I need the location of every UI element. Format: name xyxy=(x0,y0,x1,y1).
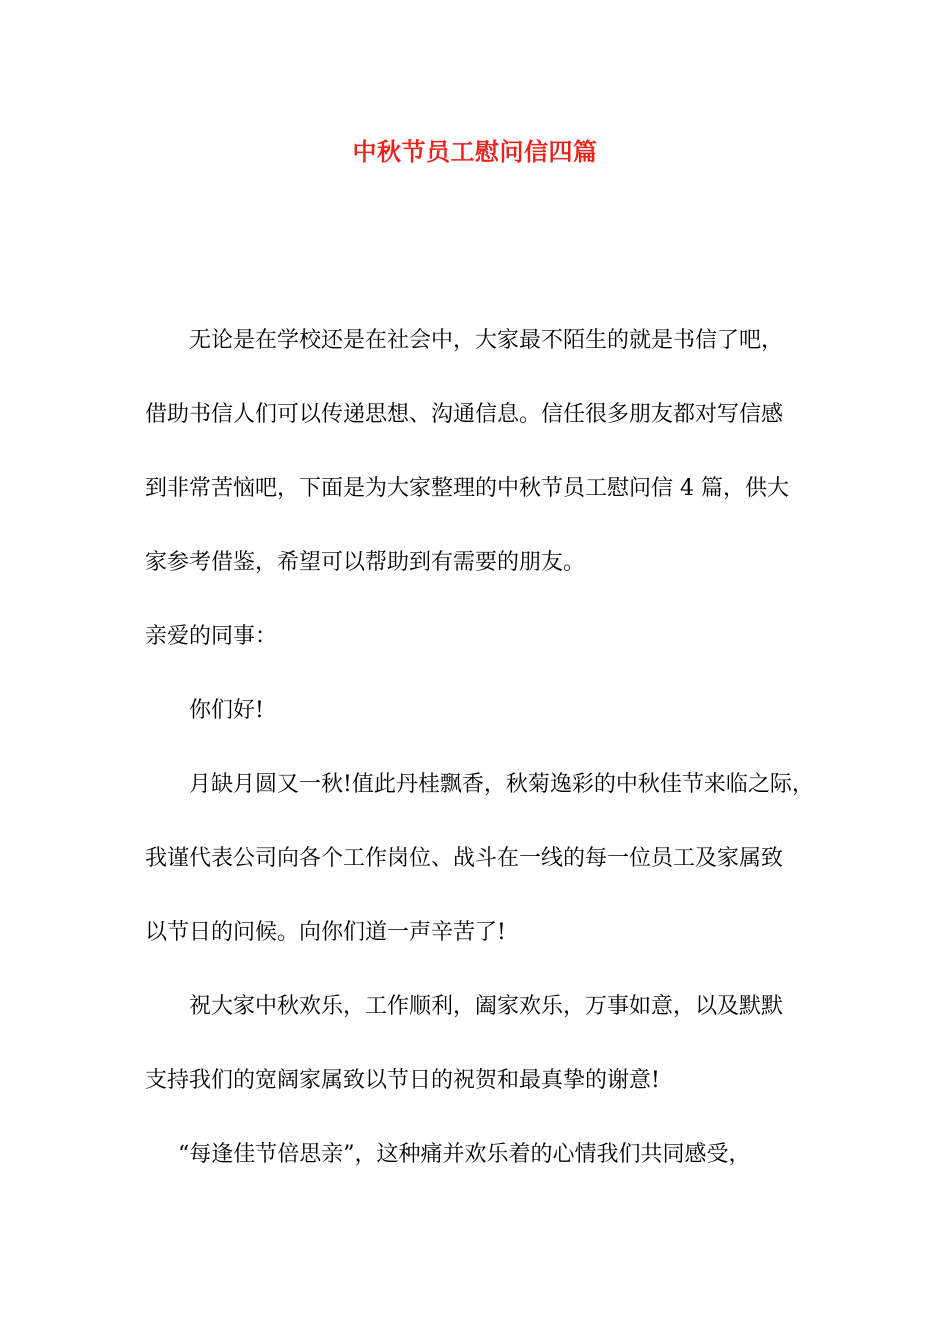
paragraph-line: 祝大家中秋欢乐，工作顺利，阖家欢乐，万事如意，以及默默 xyxy=(189,994,784,1019)
document-title: 中秋节员工慰问信四篇 xyxy=(352,137,598,166)
paragraph-line: 家参考借鉴，希望可以帮助到有需要的朋友。 xyxy=(145,550,586,575)
paragraph-line: 月缺月圆又一秋!值此丹桂飘香，秋菊逸彩的中秋佳节来临之际， xyxy=(189,772,814,797)
paragraph-line: “每逢佳节倍思亲”，这种痛并欢乐着的心情我们共同感受， xyxy=(178,1142,751,1167)
greeting: 你们好! xyxy=(189,698,264,723)
paragraph-line: 无论是在学校还是在社会中，大家最不陌生的就是书信了吧， xyxy=(189,328,784,353)
paragraph-line: 支持我们的宽阔家属致以节日的祝贺和最真挚的谢意! xyxy=(145,1068,660,1093)
paragraph-line: 借助书信人们可以传递思想、沟通信息。信任很多朋友都对写信感 xyxy=(145,402,784,427)
paragraph-line: 以节日的问候。向你们道一声辛苦了! xyxy=(145,920,506,945)
paragraph-line: 到非常苦恼吧，下面是为大家整理的中秋节员工慰问信 4 篇，供大 xyxy=(145,476,789,501)
salutation: 亲爱的同事： xyxy=(145,624,278,649)
paragraph-line: 我谨代表公司向各个工作岗位、战斗在一线的每一位员工及家属致 xyxy=(145,846,784,871)
